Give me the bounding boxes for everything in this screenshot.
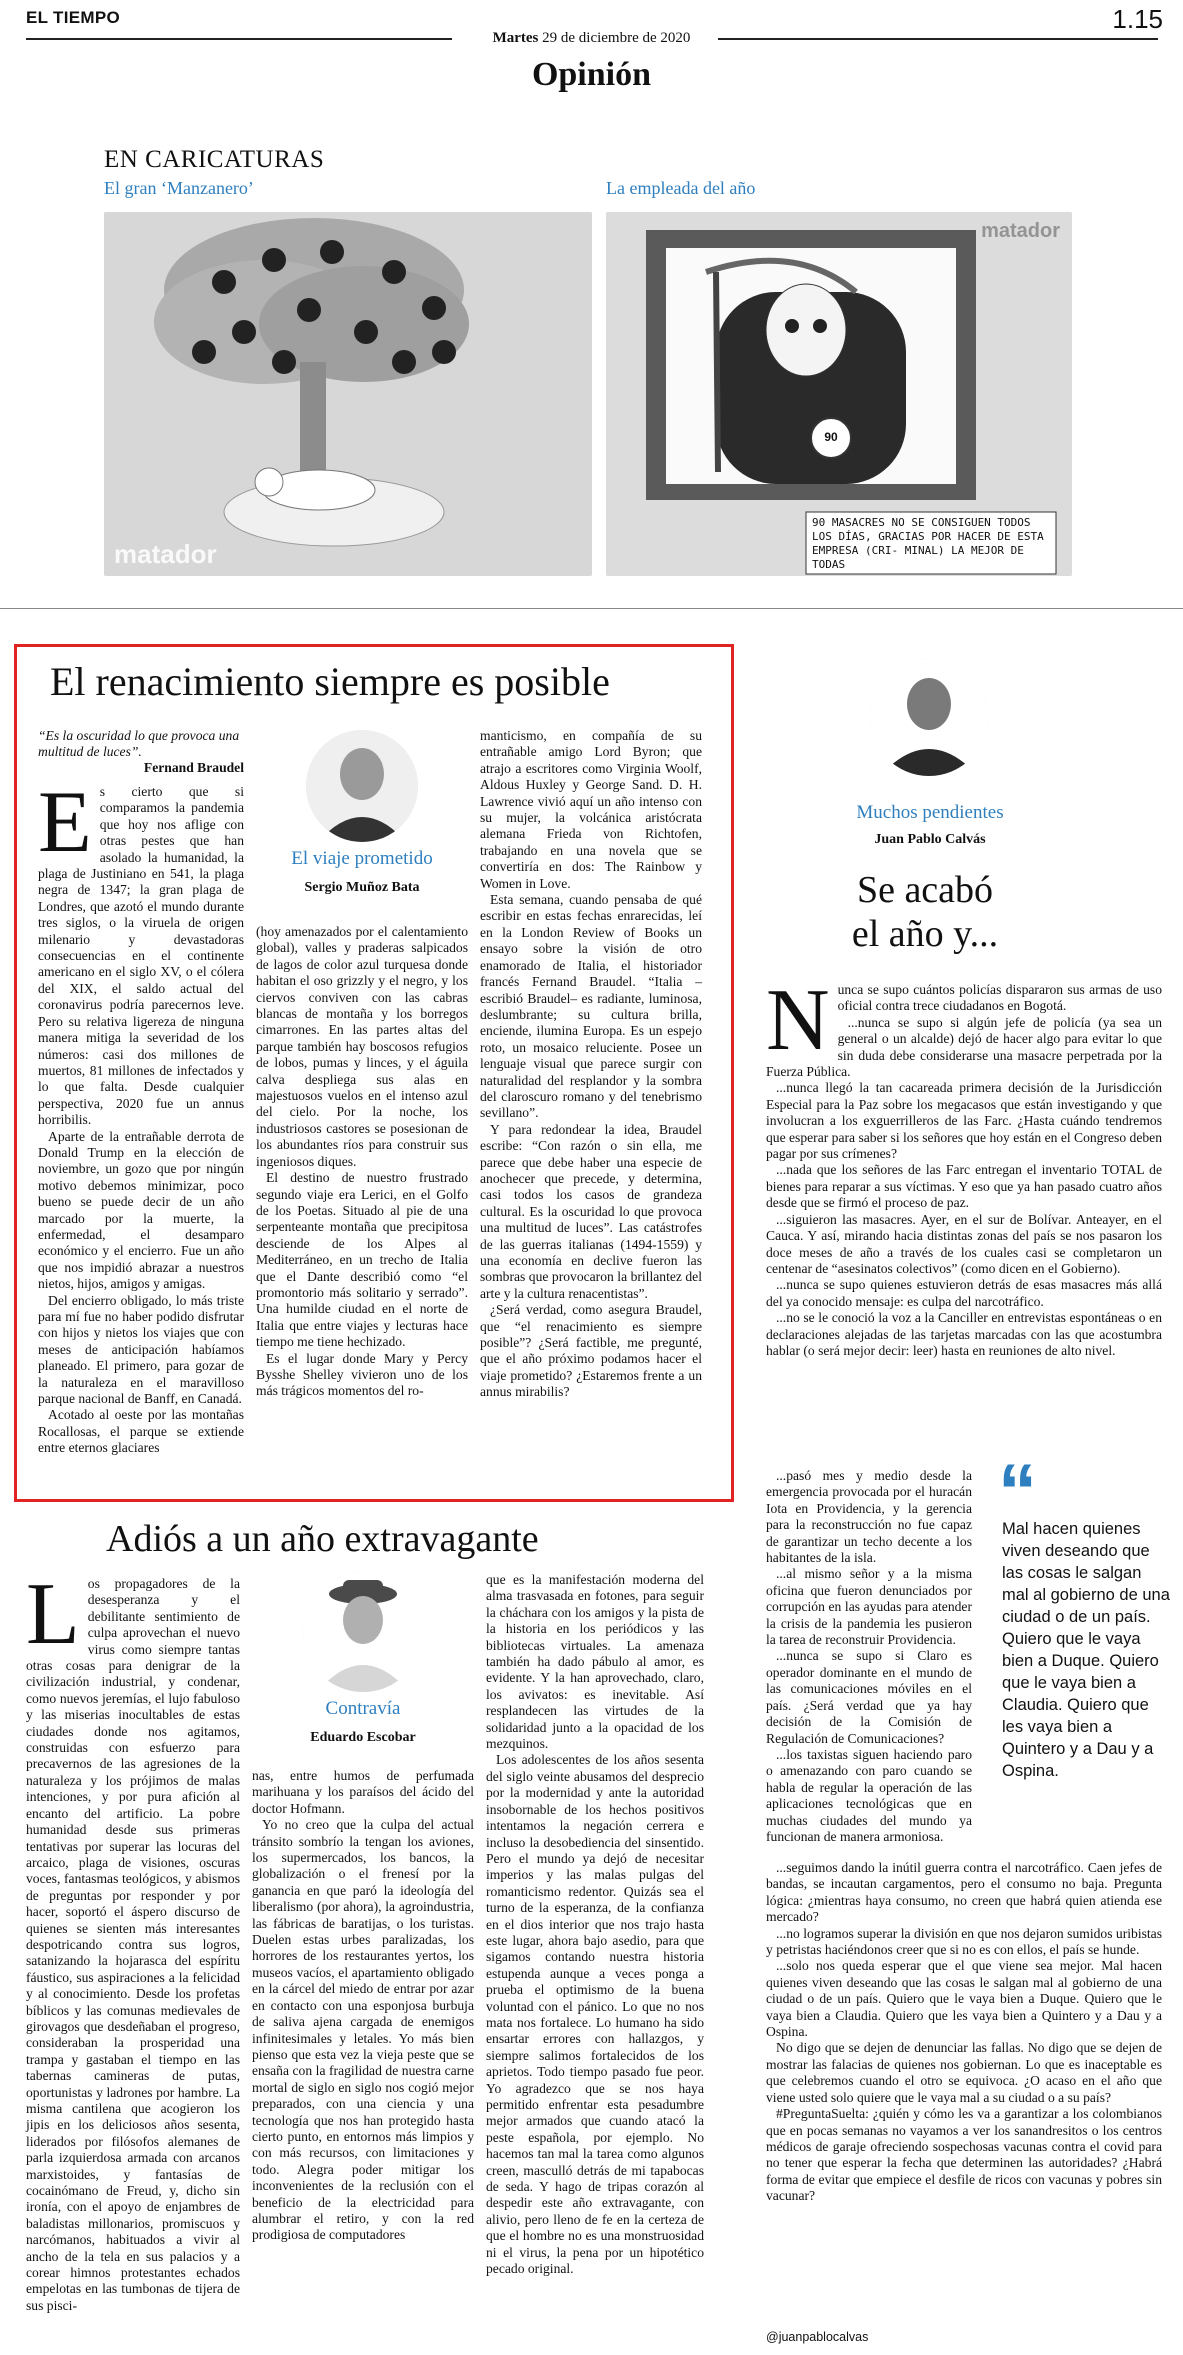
article2-p5: ...siguieron las masacres. Ayer, en el sur de Bolívar. Anteayer, en el Cauca. Y así, mirando hacia distintas zonas del país se nos pasaron los doce meses de año a través de los cuales casi se completaron un centenar de “asesinatos colectivos” (como dicen en el Gobierno). [766, 1211, 1162, 1276]
article3-col2-p2: Yo no creo que la culpa del actual tránsito sombrío la tengan los aviones, los supermercados, los bancos, la globalización o el frenesí por la ganancia en que paró la ideología del liberalismo (por ahora), la agroindustria, las fábricas de baratijas, o los turistas. Duelen estas urbes paralizadas, los horrores de los restaurantes yertos, los museos vacíos, el apartamiento obligado en la cárcel del miedo de entrar por azar en contacto con una esponjosa burbuja de saliva ajena cargada de enemigos infinitesimales y letales. Yo más bien pienso que esta vez la vieja peste que se ensaña con la fragilidad de nuestra carne mortal de siglo en siglo nos cogió mejor preparados, con una ciencia y una tecnología que nos han protegido hasta cierto punto, en entornos más limpios y con más recursos, con limitaciones y todo. Alegra poder mitigar los inconvenientes de la reclusión con el beneficio de la electricidad para alumbrar el retiro, y con la red prodigiosa de computadores [252, 1817, 474, 2243]
article3-col2-p1: nas, entre humos de perfumada marihuana y los paraísos del ácido del doctor Hofmann. [252, 1768, 474, 1816]
article2-p2: ...nunca se supo si algún jefe de policía (ya sea un general o un alcalde) dejó de hacer algo para evitar lo que sin duda debe considerarse una masacre perpetrada por la Fuerza Pública. [766, 1014, 1162, 1080]
caricature-caption: 90 MASACRES NO SE CONSIGUEN TODOS LOS DÍAS, GRACIAS POR HACER DE ESTA EMPRESA (CRI- MINAL) LA MEJOR DE TODAS [812, 516, 1044, 571]
apple-tree-drawing [104, 212, 592, 576]
article3-author: Eduardo Escobar [310, 1730, 416, 1745]
article2-p11: ...los taxistas siguen haciendo paro o amenazando con paro cuando se habla de regular la operación de las aplicaciones tecnológicas que en muchas ciudades del mundo ya funcionan de manera armoniosa. [766, 1746, 972, 1844]
article2-p1: unca se supo cuántos policías dispararon sus armas de uso oficial contra trece ciudadanos en Bogotá. [837, 982, 1162, 1014]
article1-col3-p4: ¿Será verdad, como asegura Braudel, que “el renacimiento es siempre posible”? ¿Será factible, me pregunté, que el año próximo podamos hacer el viaje prometido? ¿Estaremos frente a un annus mirabilis? [480, 1302, 702, 1400]
article1-col3-p2: Esta semana, cuando pensaba de qué escribir en estas fechas enrarecidas, leí en la London Review of Books un ensayo sobre la visión de otro enamorado de Italia, el historiador francés Fernand Braudel. “Italia –escribió Braudel– es radiante, luminosa, deslumbrante; su cultura brilla, enciende, ilumina Europa. Es un espejo roto, un mosaico reluciente. Posee un lenguaje visual que parece surgir con naturalidad del resplandor y la sombra del claroscuro romano y del tenebrismo sevillano”. [480, 892, 702, 1121]
article2-p9: ...al mismo señor y a la misma oficina que fueron denunciados por corrupción en las ayudas para atender la crisis de la pandemia les pusieron la tarea de reconstruir Providencia. [766, 1566, 972, 1648]
author-portrait-icon [303, 1572, 423, 1692]
article1-col1-p1: s cierto que si comparamos la pandemia que hoy nos aflige con otras pestes que han asolado la humanidad, la plaga de Justiniano en 541, la plaga negra de 1347; la gran plaga de Londres, que azotó el mundo durante tres siglos, o la viruela de origen milenario y devastadoras consecuencias en el continente americano en el siglo XV, o el cólera del XIX, el saldo actual del coronavirus podría parecernos leve. Pero su relativa ligereza de ninguna manera mitiga la severidad de los números: casi dos millones de muertos, 81 millones de infectados y lo que falta. Desde cualquier perspectiva, 2020 fue un annus horribilis. [38, 784, 244, 1128]
issue-date [0, 30, 1183, 47]
medal-number: 90 [824, 430, 838, 444]
author-twitter-handle[interactable]: @juanpablocalvas [766, 2330, 869, 2344]
article1-epigraph-author: Fernand Braudel [143, 760, 244, 775]
article3-col3-p1: que es la manifestación moderna del alma trasvasada en fotones, para seguir la cháchara con los amigos y la pista de la historia en los periódicos y las bibliotecas virtuales. La amenaza también ha dado pábulo al amor, es evidente. Y la han aprovechado, claro, los avivatos: es inevitable. Así resplandecen las virtudes de la solidaridad junto a la opacidad de los mezquinos. [486, 1572, 704, 1752]
caricature-right-watermark: matador [981, 220, 1060, 242]
author-photo-eduardo [303, 1572, 423, 1692]
article2-p16: #PreguntaSuelta: ¿quién y cómo les va a garantizar a los colombianos que en pocas semanas no vayamos a ver los sanandresitos o los centros médicos de garaje ofreciendo sospechosas vacunas contra el covid para no tener que esperar la fecha que determinen las autoridades? ¿Habrá forma de evitar que empiece el desfile de ricos con vacunas y pobres sin vacunar? [766, 2106, 1162, 2204]
article2-p14: ...solo nos queda esperar que el que viene sea mejor. Mal hacen quienes viven deseando que las cosas le salgan mal al gobierno de una ciudad o de un país. Quiero que le vaya bien a Duque. Quiero que le vaya bien a Claudia. Quiero que les vaya bien a Quintero y a Dau y a Ospina. [766, 1958, 1162, 2040]
article2-body-narrow [766, 1468, 972, 1845]
article3-dropcap: L [26, 1566, 80, 1663]
newspaper-brand: EL TIEMPO [26, 8, 121, 27]
article2-body-bottom [766, 1860, 1162, 2205]
caricature-left-watermark: matador [114, 539, 217, 569]
caricature-right-subtitle: La empleada del año [606, 178, 756, 198]
article2-p13: ...no logramos superar la división en que nos dejaron sumidos uribistas y petristas haciéndonos creer que si no es con ellos, el país se hunde. [766, 1925, 1162, 1958]
author-portrait-icon [306, 730, 418, 842]
article1-col3 [480, 728, 702, 1401]
article2-title-line2: el año y... [851, 913, 999, 955]
article1-title: El renacimiento siempre es posible [50, 659, 610, 704]
article2-p10: ...nunca se supo si Claro es operador dominante en el mundo de las comunicaciones móviles en el país. ¿Será verdad que ya hay decisión de la Comisión de Regulación de Comunicaciones? [766, 1648, 972, 1746]
article3-col1 [26, 1566, 240, 2314]
author-portrait-icon [870, 658, 988, 776]
article2-p6: ...nunca se supo quienes estuvieron detrás de esas masacres más allá del ya conocido mensaje: es culpa del narcotráfico. [766, 1277, 1162, 1309]
article1-col2 [256, 728, 468, 1400]
article1-column-name: El viaje prometido [291, 848, 433, 869]
article1-col2-p1: (hoy amenazados por el calentamiento global), valles y praderas salpicados de lagos de color azul turquesa donde habitan el oso grizzly y el negro, y los ciervos conviven con las cabras blancas de montaña y los borregos cimarrones. En las partes altas del parque también hay boscosos refugios de lobos, pumas y linces, y el águila calva despliega sus alas en majestuosos vuelos en el intenso azul del cielo. Por la noche, los industriosos castores se posesionan de los abundantes ríos para construir sus ingeniosos diques. [256, 924, 468, 1169]
issue-date-rest: 29 de diciembre de 2020 [542, 30, 691, 46]
article1-col2-p2: El destino de nuestro frustrado segundo viaje era Lerici, en el Golfo de los Poetas. Situado al pie de una serpenteante montaña que precipitosa desciende de los Alpes al Mediterráneo, en un trecho de Italia que el Dante describió como “el promontorio más solitario y serrado”. Una humilde ciudad en el norte de Italia que entre viajes y lecturas hace tiempo me tiene hechizado. [256, 1170, 468, 1350]
article2-title-line1: Se acabó [856, 869, 994, 911]
section-divider [0, 608, 1183, 609]
article2-p12: ...seguimos dando la inútil guerra contra el narcotráfico. Caen jefes de bandas, se incautan cargamentos, pero el consumo no baja. Pregunta lógica: ¿mientras haya consumo, no creen que habrá quien atienda ese mercado? [766, 1860, 1162, 1925]
article3-column-name: Contravía [325, 1698, 401, 1719]
article1-author: Sergio Muñoz Bata [304, 880, 420, 895]
article2-p15: No digo que se dejen de denunciar las fallas. No digo que se dejen de mostrar las falacias de quienes nos gobiernan. Lo que es inaceptable es que celebremos cuando el otro se equivoca. ¿O acaso en el año que viene usted solo quiere que le vaya mal a su ciudad o a su país? [766, 2040, 1162, 2105]
author-photo-sergio [306, 730, 418, 842]
article1-col3-p3: Y para redondear la idea, Braudel escribe: “Con razón o sin ella, me parece que debe haber una especie de anochecer que precede, y determina, casi todos los casos de grandeza cultural. Es la oscuridad lo que provoca una multitud de luces”. Las catástrofes de las guerras italianas (1494-1559) y una economía en declive fueron las sombras que provocaron la brillantez del arte y la cultura renacentistas”. [480, 1121, 702, 1301]
article1-epigraph: “Es la oscuridad lo que provoca una multitud de luces”. [38, 728, 240, 759]
article1-col2-p3: Es el lugar donde Mary y Percy Bysshe Shelley vivieron uno de los más trágicos momentos del ro- [256, 1350, 468, 1399]
caricature-apple-tree [104, 212, 592, 576]
article1-col1-p4: Acotado al oeste por las montañas Rocallosas, el parque se extiende entre eternos glaciares [38, 1407, 244, 1456]
article3-col1-p1: os propagadores de la desesperanza y el debilitante sentimiento de culpa aprovechan el nuevo virus como siempre tantas otras cosas para denigrar de la civilización industrial, y condenar, como nuevos jeremías, el lujo fabuloso y las miserias inocultables de estas ciudades donde nos agitamos, construidas con esfuerzo para precavernos de las agresiones de la naturaleza y los prójimos de malas intenciones, y por pura afición al encanto del artificio. La pobre humanidad desde sus primeras tentativas por superar las locuras del arcaico, plaga de visiones, oscuras voces, fantasmas teológicos, y abismos de preguntas por responder y por hacer, soportó el áspero discurso de quienes se sienten más interesantes despotricando contra sus logros, satanizando la hojarasca del espíritu fáustico, sus aspiraciones a la felicidad y al conocimiento. Desde los profetas bíblicos y las comunas medievales de girovagos que desdeñaban el progreso, consideraban la prosperidad una trampa y gastaban el tiempo en las tabernas camineras de putas, oportunistas y ladrones por hambre. La misma cantilena que acogieron los jipis en los deliciosos años sesenta, liderados por filósofos alemanes de parla izquierdosa armada con arcanos marxistoides, y fantasías de cocainómano de Freud, y, dicho sin ironía, con el apoyo de enjambres de baladistas millonarios, promiscuos y narcómanos, habituados a vivir al ancho de la tela en sus palacios y a corear himnos protestantes echados empelotas en las tumbonas de tijera de sus pisci- [26, 1576, 240, 2313]
section-title: Opinión [531, 56, 652, 93]
article2-author: Juan Pablo Calvás [874, 832, 986, 847]
article1-col1 [38, 728, 244, 1457]
caricature-left-subtitle: El gran ‘Manzanero’ [104, 178, 254, 198]
article2-p3: ...nunca llegó la tan cacareada primera decisión de la Jurisdicción Especial para la Paz sobre los megacasos que están investigando y que involucran a los exguerrilleros de las Farc. ¿Hasta cuándo tendremos que esperar para saber si los señores que hoy están en el Congreso deben pagar por sus crímenes? [766, 1080, 1162, 1162]
article1-col3-p1: manticismo, en compañía de su entrañable amigo Lord Byron; que atrajo a escritores como Virginia Woolf, Aldous Huxley y George Sand. D. H. Lawrence vivió aquí un año intenso con su mujer, la volcánica aristócrata alemana Frieda von Richtofen, trabajando en una novela que se convertiría en dos: The Rainbow y Women in Love. [480, 728, 702, 891]
article3-col2 [252, 1572, 474, 2244]
article1-col1-p2: Aparte de la entrañable derrota de Donald Trump en la elección de noviembre, un gozo que por ningún motivo debemos minimizar, poco bueno se puede decir de un año marcado por la muerte, la enfermedad, el desamparo económico y el encierro. Fue un año que nos impidió abrazar a nuestros nietos, hijos, amigos y amigas. [38, 1128, 244, 1292]
article2-p7: ...no se le conoció la voz a la Canciller en entrevistas espontáneas o en declaraciones alejadas de las tarjetas marcadas con las que acostumbra hablar (o será mejor decir: leer) hasta en reuniones de alto nivel. [766, 1310, 1162, 1358]
article2-p8: ...pasó mes y medio desde la emergencia provocada por el huracán Iota en Providencia, y la gerencia para la reconstrucción no fue capaz de garantizar un techo decente a los habitantes de la isla. [766, 1468, 972, 1566]
article2-p4: ...nada que los señores de las Farc entregan el inventario TOTAL de bienes para reparar a sus víctimas. Y eso que ya han pasado cuatro años desde que se firmó el proceso de paz. [766, 1162, 1162, 1211]
article2-title [760, 868, 1090, 956]
page-number: 1.15 [1112, 4, 1163, 34]
article1-col1-p3: Del encierro obligado, lo más triste para mí fue no haber podido disfrutar con hijos y nietos los viajes que con meses de anticipación habíamos planeado. El primero, para gozar de la naturaleza en el maravilloso parque nacional de Banff, en Canadá. [38, 1292, 244, 1407]
article3-title: Adiós a un año extravagante [106, 1518, 539, 1560]
issue-day: Martes [492, 30, 539, 46]
article3-col3-p2: Los adolescentes de los años sesenta del siglo veinte abusamos del desprecio por la modernidad y ante la autoridad insobornable de los hechos positivos intentamos la negación cerrera e incluso la desobediencia del sinsentido. Pero el mundo ya dejó de necesitar imperios y las malas pulgas del romanticismo redentor. Quizás sea el turno de la esperanza, de la confianza en el dios interior que nos trajo hasta este lugar, ahora bajo asedio, para que sigamos contando nuestra historia estupenda aunque a veces ponga a prueba el optimismo de la buena voluntad con el pánico. Lo que no nos mata nos fortalece. Lo humano ha sido ensartar errores con hallazgos, y siempre salimos fortalecidos de los aprietos. Todo tiempo pasado fue peor. Yo agradezco que se nos haya permitido enfrentar esta pesadumbre mejor armados que cuando atacó la peste española, por ejemplo. No hacemos tan mal la tarea como algunos creen, masculló detrás de mi tapabocas de seda. Y hago de tripas corazón al despedir este año extravagante, con alivio, pero lleno de fe en la certeza de que el hombre no es una monstruosidad ni el virus, la pena por un hipotético pecado original. [486, 1752, 704, 2277]
article2-pull-quote: Mal hacen quienes viven deseando que las cosas le salgan mal al gobierno de una ciudad o de un país. Quiero que le vaya bien a Duque. Quiero que le vaya bien a Claudia. Quiero que les vaya bien a Quintero y a Dau y a Ospina. [1002, 1520, 1170, 1780]
caricature-grim-reaper [606, 212, 1072, 576]
caricatures-heading: EN CARICATURAS [104, 146, 325, 173]
quote-mark-icon: “ [998, 1447, 1037, 1535]
article2-body-top [766, 972, 1162, 1359]
article1-dropcap: E [38, 774, 92, 871]
article3-col3 [486, 1572, 704, 2277]
article2-column-name: Muchos pendientes [856, 802, 1004, 823]
article2-dropcap: N [766, 972, 830, 1069]
author-photo-juan-pablo [870, 658, 988, 776]
